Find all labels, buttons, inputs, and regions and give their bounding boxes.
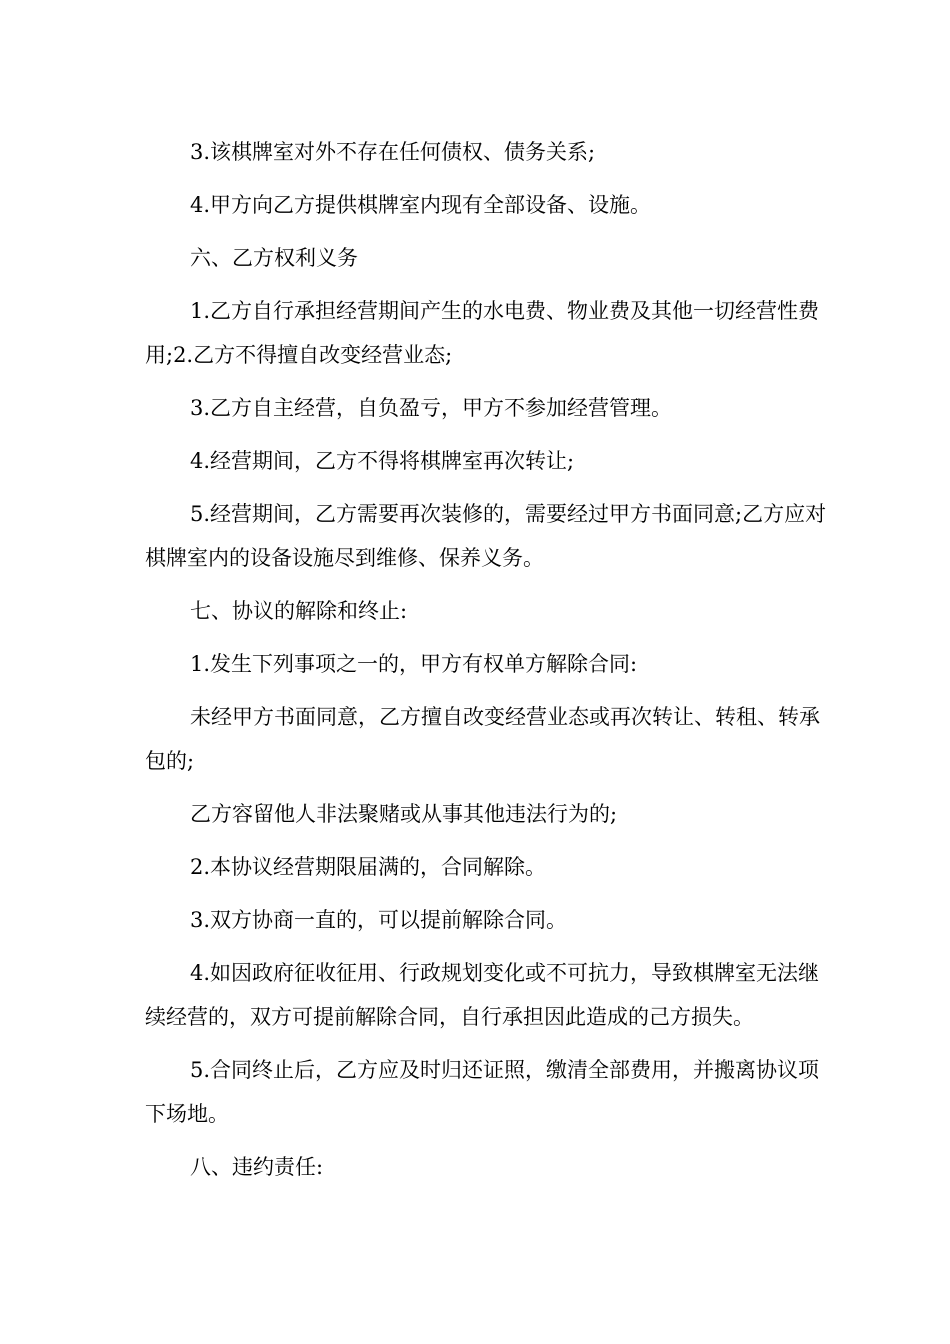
paragraph-clause-5-3: 3.该棋牌室对外不存在任何债权、债务关系; bbox=[190, 140, 596, 164]
paragraph-clause-7-5: 5.合同终止后，乙方应及时归还证照，缴清全部费用，并搬离协议项下场地。 bbox=[145, 1058, 820, 1126]
paragraph-clause-6-1-2: 1.乙方自行承担经营期间产生的水电费、物业费及其他一切经营性费用;2.乙方不得擅自改变经营业态; bbox=[145, 299, 820, 367]
paragraph-clause-7-2: 2.本协议经营期限届满的，合同解除。 bbox=[190, 855, 547, 879]
paragraph-clause-6-3: 3.乙方自主经营，自负盈亏，甲方不参加经营管理。 bbox=[190, 396, 673, 420]
paragraph-clause-7-1-b: 乙方容留他人非法聚赌或从事其他违法行为的; bbox=[190, 802, 618, 826]
paragraph-clause-7-1: 1.发生下列事项之一的，甲方有权单方解除合同: bbox=[190, 652, 638, 676]
section-heading-8: 八、违约责任: bbox=[190, 1155, 324, 1179]
section-heading-6: 六、乙方权利义务 bbox=[190, 246, 358, 270]
paragraph-clause-7-3: 3.双方协商一直的，可以提前解除合同。 bbox=[190, 908, 568, 932]
section-heading-7: 七、协议的解除和终止: bbox=[190, 599, 408, 623]
paragraph-clause-6-5: 5.经营期间，乙方需要再次装修的，需要经过甲方书面同意;乙方应对棋牌室内的设备设施尽到维修、保养义务。 bbox=[145, 502, 827, 570]
paragraph-clause-7-1-a: 未经甲方书面同意，乙方擅自改变经营业态或再次转让、转租、转承包的; bbox=[145, 705, 820, 773]
paragraph-clause-6-4: 4.经营期间，乙方不得将棋牌室再次转让; bbox=[190, 449, 575, 473]
document-body bbox=[145, 130, 835, 1198]
paragraph-clause-5-4: 4.甲方向乙方提供棋牌室内现有全部设备、设施。 bbox=[190, 193, 652, 217]
paragraph-clause-7-4: 4.如因政府征收征用、行政规划变化或不可抗力，导致棋牌室无法继续经营的，双方可提前解除合同，自行承担因此造成的己方损失。 bbox=[145, 961, 820, 1029]
